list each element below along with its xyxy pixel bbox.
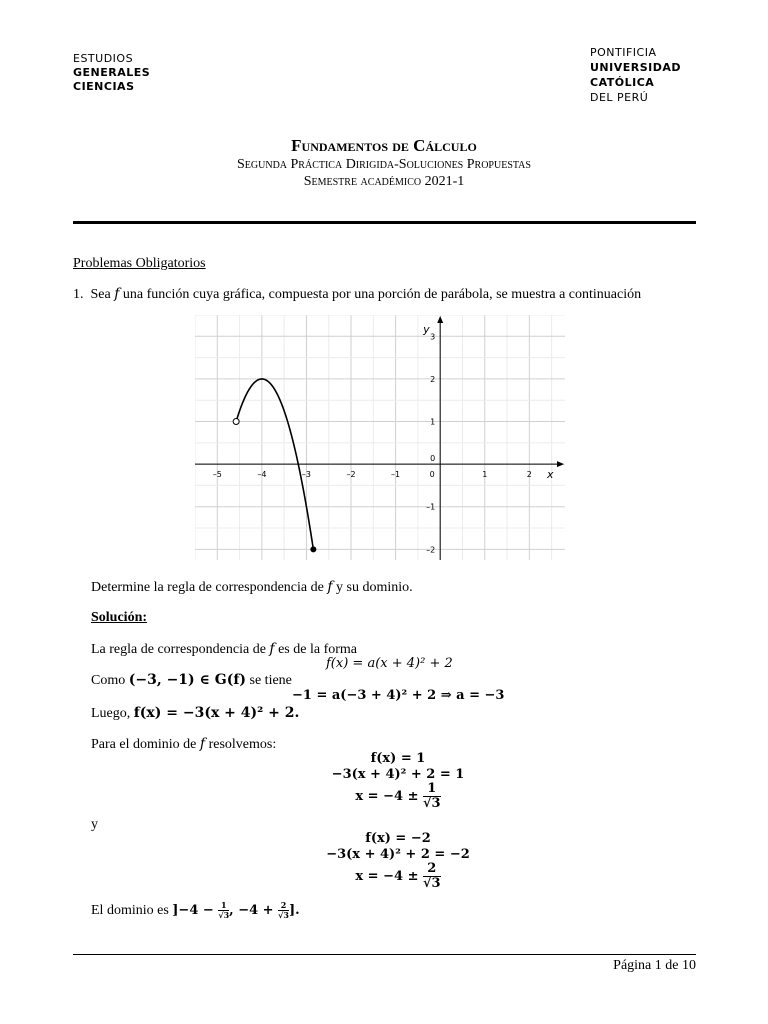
l2-point: (−3, −1) ∈ G(f): [128, 672, 247, 688]
domain-line: [91, 901, 300, 920]
step1-a: f(x) = 1: [370, 751, 426, 766]
domain-text: El dominio es: [91, 903, 169, 918]
university-line-4: DEL PERÚ: [590, 91, 649, 104]
y-tick-label: 3: [430, 332, 436, 342]
l1-text: La regla de correspondencia de: [91, 642, 266, 657]
step2-fraction: [423, 862, 441, 891]
university-line-3: CATÓLICA: [590, 76, 655, 89]
course-title: Fundamentos de Cálculo: [291, 136, 477, 155]
domain-mid: , −4 +: [229, 903, 274, 918]
closed-endpoint: [310, 546, 316, 552]
and-connector: y: [91, 817, 98, 832]
solution-line-2: [91, 672, 292, 689]
solution-heading: Solución:: [91, 610, 148, 625]
y-tick-label: 1: [430, 417, 436, 427]
task-text-before: Determine la regla de correspondencia de: [91, 580, 324, 595]
function-graph: [195, 315, 565, 560]
step1-c: [14, 782, 768, 811]
footer-rule: [73, 954, 696, 955]
l4-var: f: [199, 736, 206, 752]
problem-var: f: [114, 286, 120, 302]
graph-tick-labels: [213, 332, 532, 554]
problem-text-before: Sea: [90, 287, 111, 302]
domain-close: ].: [288, 903, 300, 918]
page-number: Página 1 de 10: [613, 958, 696, 973]
l4-after: resolvemos:: [208, 737, 277, 752]
faculty-line-1: ESTUDIOS: [73, 52, 134, 65]
step2-c-pre: x = −4 ±: [355, 869, 419, 884]
faculty-line-3: CIENCIAS: [73, 80, 135, 93]
faculty-name: [73, 52, 150, 94]
x-tick-label: –1: [391, 470, 401, 480]
step1-c-pre: x = −4 ±: [355, 789, 419, 804]
domain-frac-2: [278, 901, 289, 920]
y-tick-label: –1: [426, 502, 436, 512]
university-line-1: PONTIFICIA: [590, 46, 657, 59]
y-axis-label: y: [423, 323, 430, 336]
x-tick-label: –3: [301, 470, 311, 480]
x-axis-label: x: [547, 468, 554, 482]
y-tick-label: –2: [426, 545, 436, 555]
step1-den: √3: [423, 796, 441, 811]
step2-a: f(x) = −2: [365, 831, 431, 846]
equation-a: −1 = a(−3 + 4)² + 2 ⇒ a = −3: [292, 688, 505, 703]
y-tick-label: 0: [430, 454, 436, 464]
l1-after: es de la forma: [278, 642, 358, 657]
equation-form: f(x) = a(x + 4)² + 2: [326, 656, 453, 671]
step2-c: [14, 862, 768, 891]
document-title: [0, 136, 768, 190]
y-axis-arrow: [437, 316, 443, 323]
semester-title: Semestre académico 2021-1: [303, 174, 465, 189]
x-tick-label: –2: [346, 470, 356, 480]
section-heading: Problemas Obligatorios: [73, 256, 206, 271]
step2-den: √3: [423, 876, 441, 891]
l1-var: f: [269, 641, 275, 657]
x-tick-label: –4: [257, 470, 267, 480]
step2-b: −3(x + 4)² + 2 = −2: [326, 847, 470, 862]
step1-b: −3(x + 4)² + 2 = 1: [331, 767, 465, 782]
l3-text: Luego,: [91, 706, 131, 721]
domain-open: ]−4 −: [172, 903, 214, 918]
open-endpoint: [233, 419, 239, 425]
task-text-after: y su dominio.: [336, 580, 413, 595]
domain-frac-1: [218, 901, 229, 920]
domain-frac-2-num: 2: [278, 901, 289, 911]
domain-frac-1-den: √3: [218, 910, 230, 920]
domain-interval: [172, 900, 300, 920]
l2-text: Como: [91, 673, 126, 688]
solution-line-1: [91, 641, 357, 658]
x-tick-label: 2: [526, 470, 532, 480]
x-tick-label: 1: [482, 470, 488, 480]
domain-frac-1-num: 1: [218, 901, 229, 911]
step1-fraction: [423, 782, 441, 811]
faculty-line-2: GENERALES: [73, 66, 151, 79]
x-tick-label: –5: [212, 470, 222, 480]
title-rule: [73, 221, 696, 224]
l3-eq: f(x) = −3(x + 4)² + 2.: [133, 705, 300, 721]
university-name: [590, 45, 681, 105]
domain-frac-2-den: √3: [278, 910, 289, 920]
y-tick-label: 2: [430, 374, 436, 384]
graph-axes: [195, 316, 564, 560]
step2-num: 2: [423, 862, 441, 877]
task-statement: [91, 579, 413, 596]
problem-statement: [73, 286, 641, 303]
task-var: f: [327, 579, 333, 595]
step1-num: 1: [423, 782, 441, 797]
assignment-title: Segunda Práctica Dirigida-Soluciones Propuestas: [237, 157, 531, 172]
x-tick-label: 0: [429, 470, 435, 480]
problem-number: 1.: [73, 287, 84, 302]
l2-after: se tiene: [249, 673, 292, 688]
x-axis-arrow: [557, 461, 564, 467]
graph-grid: [195, 315, 565, 560]
university-line-2: UNIVERSIDAD: [590, 61, 682, 74]
problem-text-after: una función cuya gráfica, compuesta por una porción de parábola, se muestra a continuación: [122, 287, 642, 302]
solution-line-3: [91, 705, 299, 722]
l4-text: Para el dominio de: [91, 737, 197, 752]
